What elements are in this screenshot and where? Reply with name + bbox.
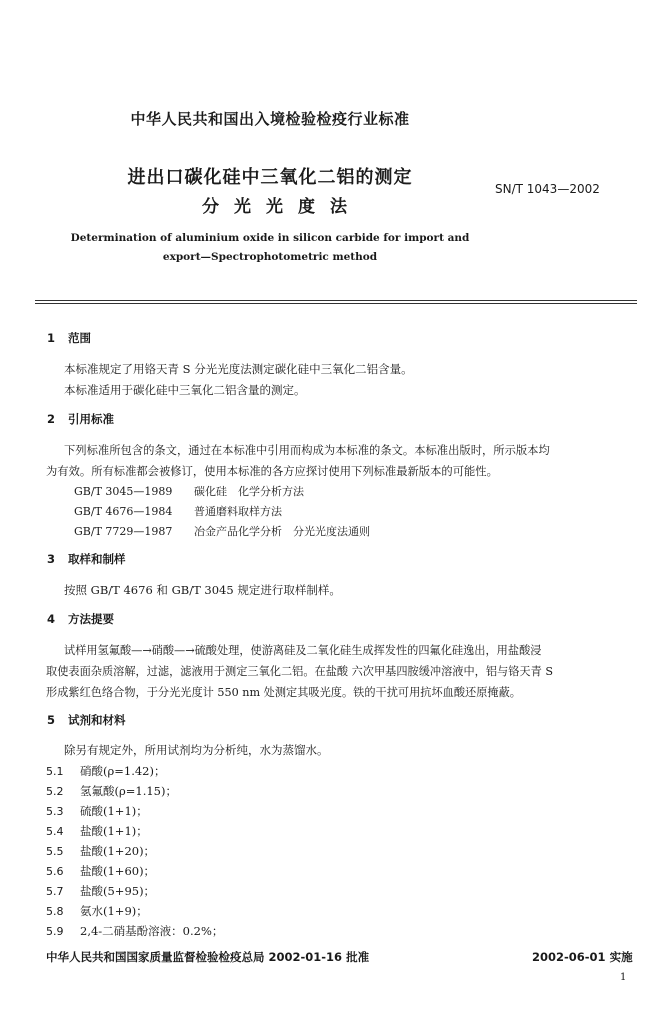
section-1-paragraph-1: 本标准规定了用铬天青 S 分光光度法测定碳化硅中三氧化二铝含量。 (64, 362, 413, 376)
issuing-industry: 中华人民共和国出入境检验检疫行业标准 (130, 110, 410, 128)
reference-item (74, 503, 282, 519)
item-text: 盐酸(1+20)； (80, 844, 156, 858)
section-title: 方法提要 (68, 612, 114, 626)
item-text: 氨水(1+9)； (80, 904, 148, 918)
reference-title: 碳化硅 化学分析方法 (194, 485, 304, 498)
item-number: 5.5 (46, 845, 64, 858)
section-number: 5 (47, 713, 56, 727)
item-number: 5.7 (46, 885, 64, 898)
item-text: 盐酸(1+60)； (80, 864, 156, 878)
reagent-item (46, 823, 148, 839)
title-english-line1: Determination of aluminium oxide in silicon carbide for import and (70, 232, 470, 244)
section-number: 3 (47, 552, 56, 566)
reference-code: GB/T 7729—1987 (74, 525, 173, 538)
section-3-heading (47, 551, 126, 567)
reagent-item (46, 843, 155, 859)
title-english-line2: export—Spectrophotometric method (162, 251, 378, 263)
section-title: 取样和制样 (68, 552, 126, 566)
reference-code: GB/T 4676—1984 (74, 505, 173, 518)
header-divider-top (35, 300, 637, 301)
section-2-paragraph-line2: 为有效。所有标准都会被修订，使用本标准的各方应探讨使用下列标准最新版本的可能性。 (46, 465, 498, 478)
section-title: 引用标准 (68, 412, 114, 426)
reagent-item (46, 763, 165, 779)
section-5-heading (47, 712, 126, 728)
item-number: 5.1 (46, 765, 64, 778)
section-number: 2 (47, 412, 56, 426)
header-divider-bottom (35, 303, 637, 304)
section-2-heading (47, 411, 114, 427)
item-text: 2,4-二硝基酚溶液：0.2%； (80, 924, 224, 938)
reference-item (74, 523, 370, 539)
section-3-paragraph: 按照 GB/T 4676 和 GB/T 3045 规定进行取样制样。 (64, 583, 341, 597)
section-5-intro: 除另有规定外，所用试剂均为分析纯，水为蒸馏水。 (64, 743, 329, 757)
reference-title: 冶金产品化学分析 分光光度法通则 (194, 525, 370, 538)
section-number: 1 (47, 331, 56, 345)
section-2-paragraph-line1: 下列标准所包含的条文，通过在本标准中引用而构成为本标准的条文。本标准出版时，所示版本均 (64, 444, 550, 457)
item-text: 硫酸(1+1)； (80, 804, 148, 818)
reagent-item (46, 923, 223, 939)
reagent-item (46, 783, 177, 799)
item-text: 盐酸(1+1)； (80, 824, 148, 838)
section-title: 范围 (68, 331, 91, 345)
item-number: 5.8 (46, 905, 64, 918)
item-number: 5.9 (46, 925, 64, 938)
reference-item (74, 483, 304, 499)
page-number: 1 (620, 972, 627, 983)
section-title: 试剂和材料 (68, 713, 126, 727)
item-number: 5.3 (46, 805, 64, 818)
item-number: 5.2 (46, 785, 64, 798)
reference-code: GB/T 3045—1989 (74, 485, 173, 498)
implementation-date: 2002-06-01 实施 (532, 950, 633, 964)
section-4-line1: 试样用氢氟酸—→硝酸—→硫酸处理，使游离硅及二氧化硅生成挥发性的四氟化硅逸出，用盐酸浸 (64, 644, 542, 657)
section-number: 4 (47, 612, 56, 626)
item-text: 盐酸(5+95)； (80, 884, 156, 898)
reagent-item (46, 883, 155, 899)
approval-statement: 中华人民共和国国家质量监督检验检疫总局 2002-01-16 批准 (46, 950, 370, 964)
reagent-item (46, 903, 148, 919)
standard-number: SN/T 1043—2002 (495, 182, 600, 196)
section-4-heading (47, 611, 114, 627)
section-4-line2: 取使表面杂质溶解，过滤，滤液用于测定三氧化二铝。在盐酸 六次甲基四胺缓冲溶液中，铝与铬天青 S (46, 665, 554, 678)
item-number: 5.6 (46, 865, 64, 878)
section-1-paragraph-2: 本标准适用于碳化硅中三氧化二铝含量的测定。 (64, 383, 306, 397)
section-1-heading (47, 330, 91, 346)
item-text: 氢氟酸(ρ=1.15)； (80, 784, 177, 798)
title-chinese-line1: 进出口碳化硅中三氧化二铝的测定 (127, 167, 413, 188)
item-text: 硝酸(ρ=1.42)； (80, 764, 166, 778)
title-chinese-line2: 分光光度法 (202, 197, 362, 217)
section-4-line3: 形成紫红色络合物，于分光光度计 550 nm 处测定其吸光度。铁的干扰可用抗坏血酸还原掩蔽。 (46, 686, 521, 699)
item-number: 5.4 (46, 825, 64, 838)
reagent-item (46, 803, 148, 819)
reagent-item (46, 863, 155, 879)
reference-title: 普通磨料取样方法 (194, 505, 282, 518)
